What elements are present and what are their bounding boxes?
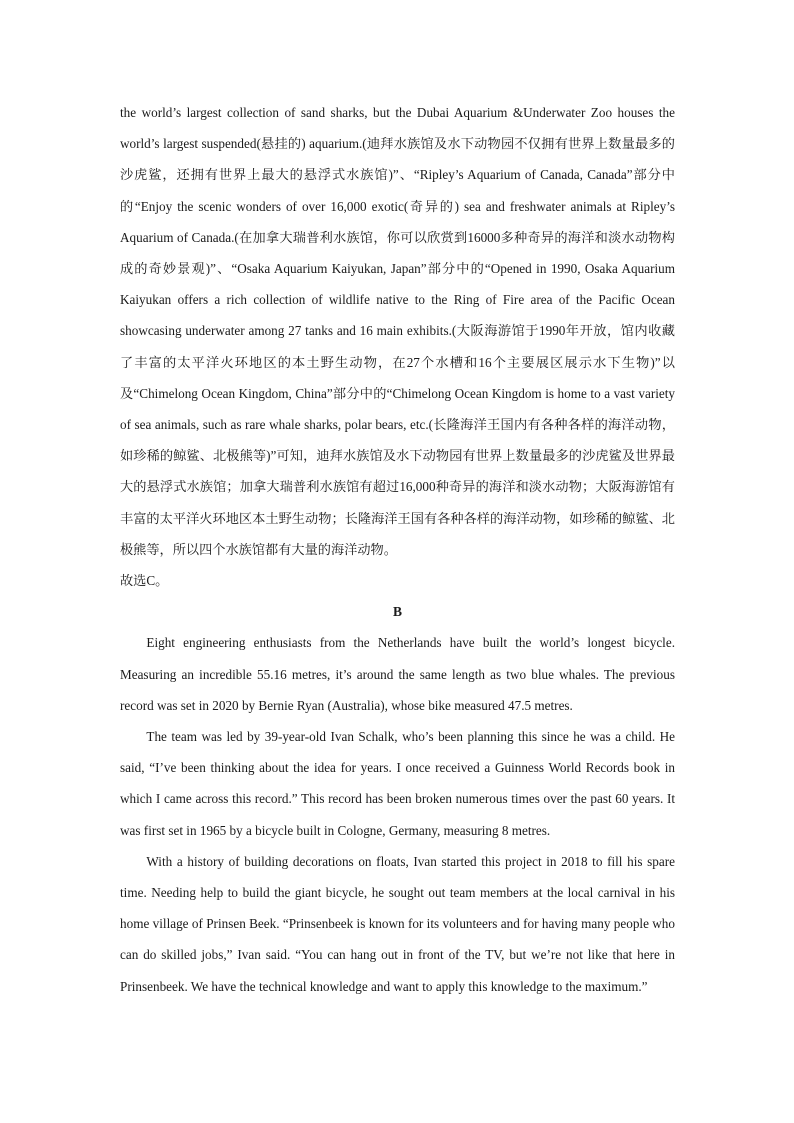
- section-heading: B: [392, 604, 402, 620]
- document-body: [120, 97, 675, 1002]
- passage-paragraph-2: The team was led by 39-year-old Ivan Schalk, who’s been planning this since he was a child. He said, “I’ve been thinking about the idea for years. I once received a Guinness World Records book in which I came across this record.” This record has been broken numerous times over the past 60 years. It was first set in 1965 by a bicycle built in Cologne, Germany, measuring 8 metres.: [120, 729, 675, 838]
- passage-paragraph-3: With a history of building decorations on floats, Ivan started this project in 2018 to fill his spare time. Needing help to build the giant bicycle, he sought out team members at the local carnival in his home village of Prinsen Beek. “Prinsenbeek is known for its volunteers and for having many people who can do skilled jobs,” Ivan said. “You can hang out in front of the TV, but we’re not like that here in Prinsenbeek. We have the technical knowledge and want to apply this knowledge to the maximum.”: [120, 853, 675, 994]
- answer-line: 故选C。: [120, 573, 169, 589]
- passage-paragraph-1: Eight engineering enthusiasts from the Netherlands have built the world’s longest bicycle. Measuring an incredible 55.16 metres, it’s around the same length as two blue whales. The previous record was set in 2020 by Bernie Ryan (Australia), whose bike measured 47.5 metres.: [120, 635, 675, 713]
- explanation-paragraph: the world’s largest collection of sand sharks, but the Dubai Aquarium &Underwater Zoo houses the world’s largest suspended(悬挂的) aquarium.(迪拜水族馆及水下动物园不仅拥有世界上数量最多的沙虎鲨，还拥有世界上最大的悬浮式水族馆)”、“Ripley’s Aquarium of Canada, Canada”部分中的“Enjoy the scenic wonders of over 16,000 exotic(奇异的) sea and freshwater animals at Ripley’s Aquarium of Canada.(在加拿大瑞普利水族馆，你可以欣赏到16000多种奇异的海洋和淡水动物构成的奇妙景观)”、“Osaka Aquarium Kaiyukan, Japan”部分中的“Opened in 1990, Osaka Aquarium Kaiyukan offers a rich collection of wildlife native to the Ring of Fire area of the Pacific Ocean showcasing underwater among 27 tanks and 16 main exhibits.(大阪海游馆于1990年开放，馆内收藏了丰富的太平洋火环地区的本土野生动物，在27个水槽和16个主要展区展示水下生物)”以及“Chimelong Ocean Kingdom, China”部分中的“Chimelong Ocean Kingdom is home to a vast variety of sea animals, such as rare whale sharks, polar bears, etc.(长隆海洋王国内有各种各样的海洋动物，如珍稀的鲸鲨、北极熊等)”可知，迪拜水族馆及水下动物园有世界上数量最多的沙虎鲨及世界最大的悬浮式水族馆；加拿大瑞普利水族馆有超过16,000种奇异的海洋和淡水动物；大阪海游馆有丰富的太平洋火环地区本土野生动物；长隆海洋王国有各种各样的海洋动物，如珍稀的鲸鲨、北极熊等，所以四个水族馆都有大量的海洋动物。: [120, 105, 675, 557]
